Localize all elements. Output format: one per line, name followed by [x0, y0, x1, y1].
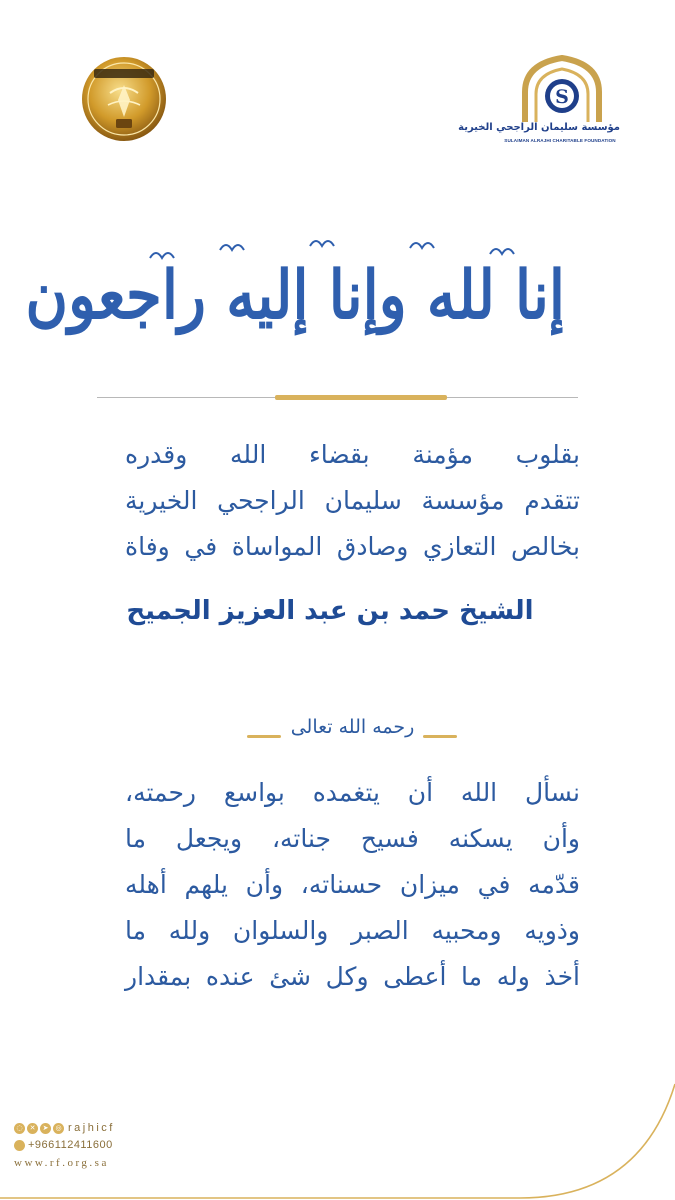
divider-accent: [275, 395, 447, 400]
instagram-icon[interactable]: ◎: [53, 1123, 64, 1134]
footer-contact: [14, 1120, 184, 1180]
condolence-line: بقلوب مؤمنة بقضاء الله وقدره: [125, 440, 580, 469]
foundation-name-arabic: مؤسسة سليمان الراجحي الخيرية: [458, 122, 620, 133]
prayer-line: نسأل الله أن يتغمده بواسع رحمته،: [125, 778, 580, 807]
phone-icon: [14, 1140, 25, 1151]
deceased-name: الشيخ حمد بن عبد العزيز الجميح: [126, 596, 534, 626]
rahma-phrase: [245, 710, 460, 744]
prayer-line: وأن يسكنه فسيح جناته، ويجعل ما: [125, 824, 580, 853]
phone-number[interactable]: +966112411600: [28, 1139, 113, 1151]
calligraphy-heading: إنا لله وإنا إليه راجعون: [25, 255, 565, 335]
condolence-line: بخالص التعازي وصادق المواساة في وفاة: [125, 532, 580, 561]
prayer-line: أخذ وله ما أعطى وكل شئ عنده بمقدار: [125, 962, 580, 991]
social-row: [14, 1120, 115, 1136]
telegram-icon[interactable]: ➤: [40, 1123, 51, 1134]
condolence-paragraph: [125, 432, 580, 570]
prayer-line: وذويه ومحبيه الصبر والسلوان ولله ما: [125, 916, 580, 945]
snapchat-icon[interactable]: ◌: [14, 1123, 25, 1134]
foundation-name-english: SULAIMAN ALRAJHI CHARITABLE FOUNDATION: [504, 138, 616, 143]
phone-row: [14, 1139, 113, 1151]
social-handle[interactable]: rajhicf: [68, 1122, 115, 1134]
x-icon[interactable]: ✕: [27, 1123, 38, 1134]
gold-dash: [423, 735, 457, 738]
condolence-line: تتقدم مؤسسة سليمان الراجحي الخيرية: [125, 486, 580, 515]
rahma-text: رحمه الله تعالى: [290, 716, 415, 738]
website-link[interactable]: www.rf.org.sa: [14, 1157, 109, 1169]
svg-text:S: S: [555, 86, 569, 108]
award-emblem-logo: [80, 55, 168, 143]
prayer-paragraph: [125, 770, 580, 1000]
gold-dash: [247, 735, 281, 738]
foundation-logo: [505, 52, 620, 152]
prayer-line: قدّمه في ميزان حسناته، وأن يلهم أهله: [125, 870, 580, 899]
